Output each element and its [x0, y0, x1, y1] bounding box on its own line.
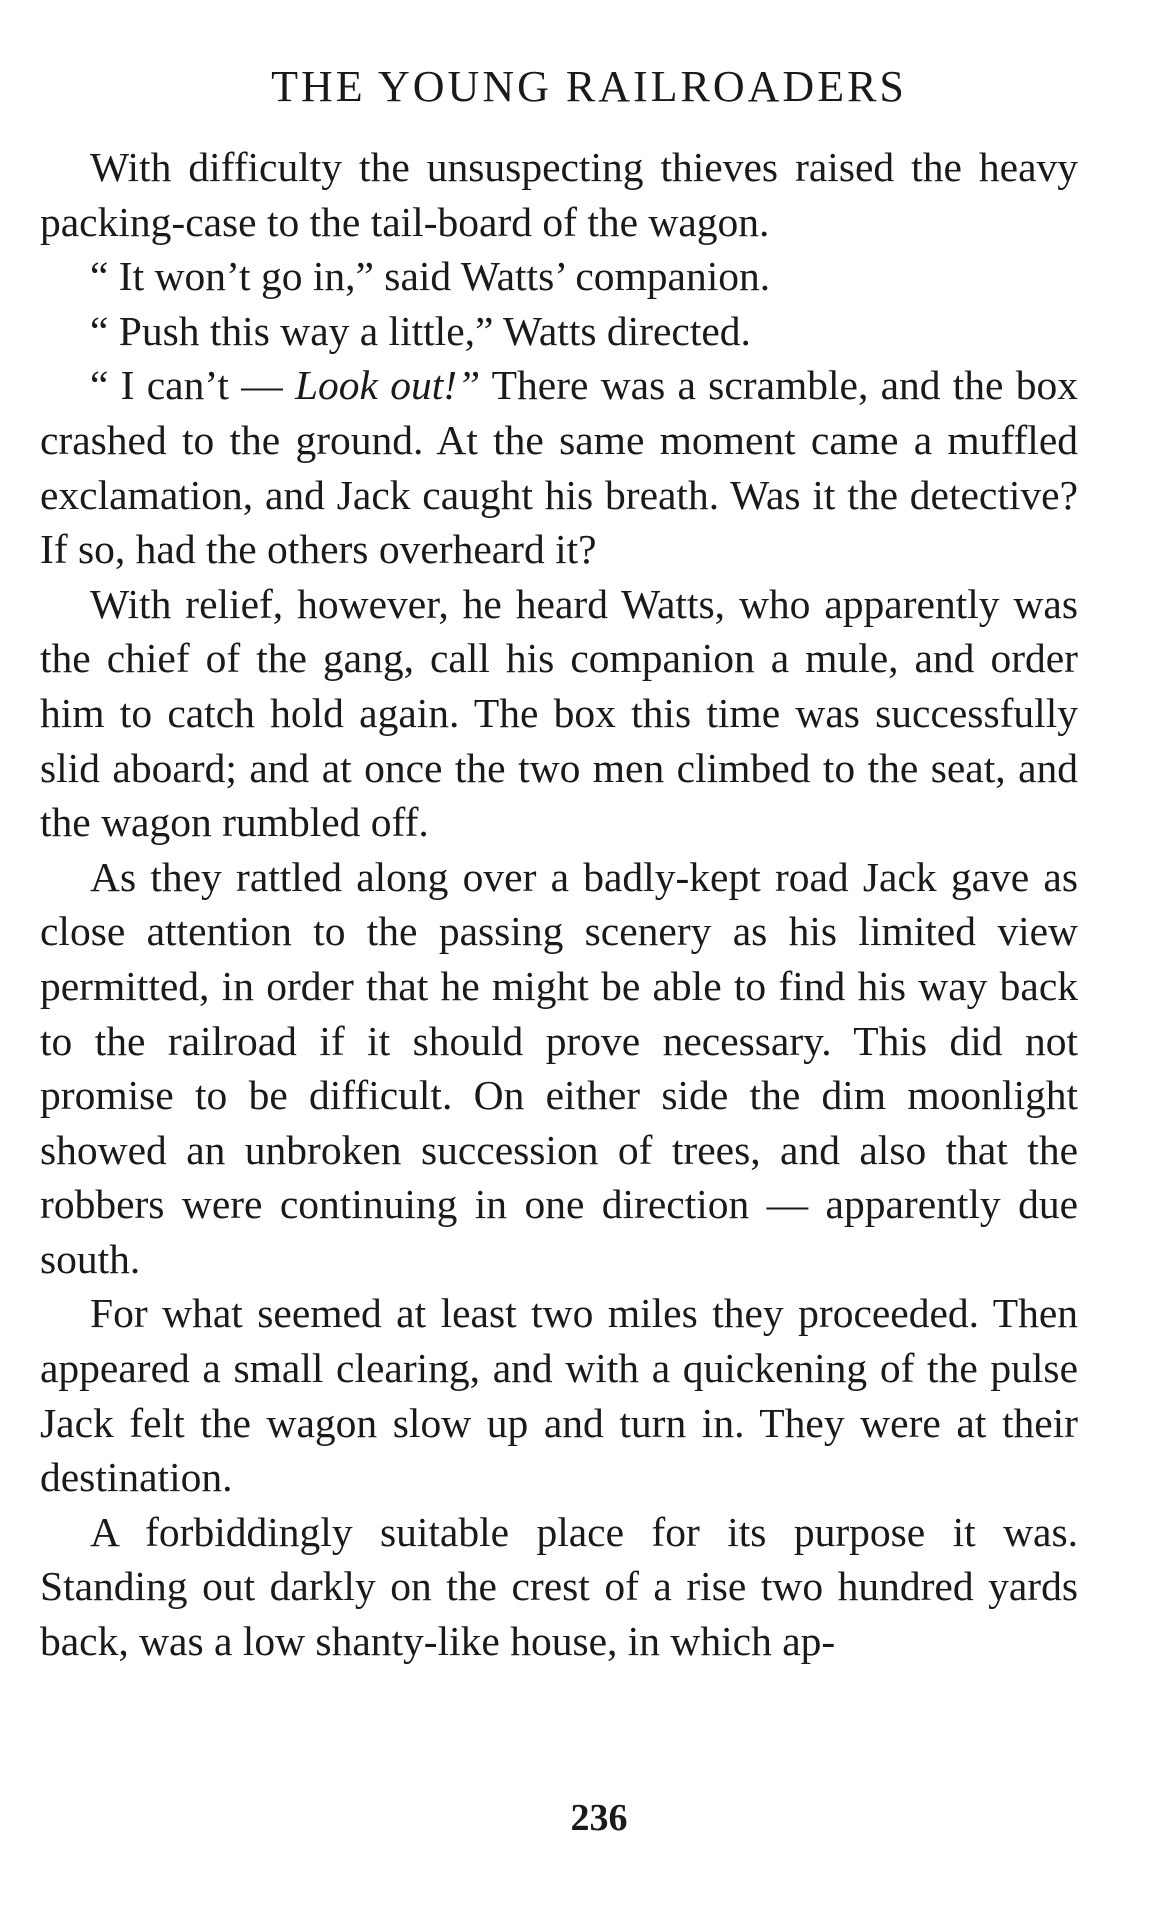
- paragraph-text: For what seemed at least two miles they proceeded. Then appeared a small clearing, and with a quickening of the pulse Jack felt the wagon slow up and turn in. They were at their destination.: [40, 1290, 1078, 1501]
- paragraph-text: With relief, however, he heard Watts, who apparently was the chief of the gang, call his companion a mule, and order him to catch hold again. The box this time was successfully slid aboard; and at once the two men climbed to the seat, and the wagon rumbled off.: [40, 580, 1078, 846]
- paragraph: [40, 358, 1078, 576]
- paragraph: [40, 140, 1078, 249]
- paragraph-text: A forbiddingly suitable place for its purpose it was. Standing out darkly on the crest of a rise two hundred yards back, was a low shanty-like house, in which ap-: [40, 1508, 1078, 1665]
- paragraph: [40, 304, 1078, 359]
- paragraph: [40, 1505, 1078, 1669]
- page-number: 236: [570, 1797, 628, 1839]
- running-head: THE YOUNG RAILROADERS: [271, 62, 907, 111]
- italic-text: Look out!”: [294, 362, 481, 409]
- paragraph-text: “ It won’t go in,” said Watts’ companion.: [90, 253, 771, 300]
- paragraph: [40, 1286, 1078, 1504]
- paragraph-text: “ I can’t —: [90, 362, 295, 409]
- paragraph-text: There was a scramble, and the box crashed to the ground. At the same moment came a muffled exclamation, and Jack caught his breath. Was it the detective? If so, had the others overheard it?: [40, 362, 1078, 573]
- body-text: [40, 140, 1078, 1669]
- paragraph: [40, 850, 1078, 1287]
- paragraph-text: With difficulty the unsuspecting thieves raised the heavy packing-case to the tail-board of the wagon.: [40, 144, 1078, 245]
- paragraph: [40, 577, 1078, 850]
- paragraph: [40, 249, 1078, 304]
- paragraph-text: As they rattled along over a badly-kept road Jack gave as close attention to the passing scenery as his limited view permitted, in order that he might be able to find his way back to the railroad if it should prove necessary. This did not promise to be difficult. On either side the dim moonlight showed an unbroken succession of trees, and also that the robbers were continuing in one direction — apparently due south.: [40, 853, 1078, 1282]
- book-page: [40, 52, 1078, 1669]
- paragraph-text: “ Push this way a little,” Watts directed.: [90, 307, 751, 354]
